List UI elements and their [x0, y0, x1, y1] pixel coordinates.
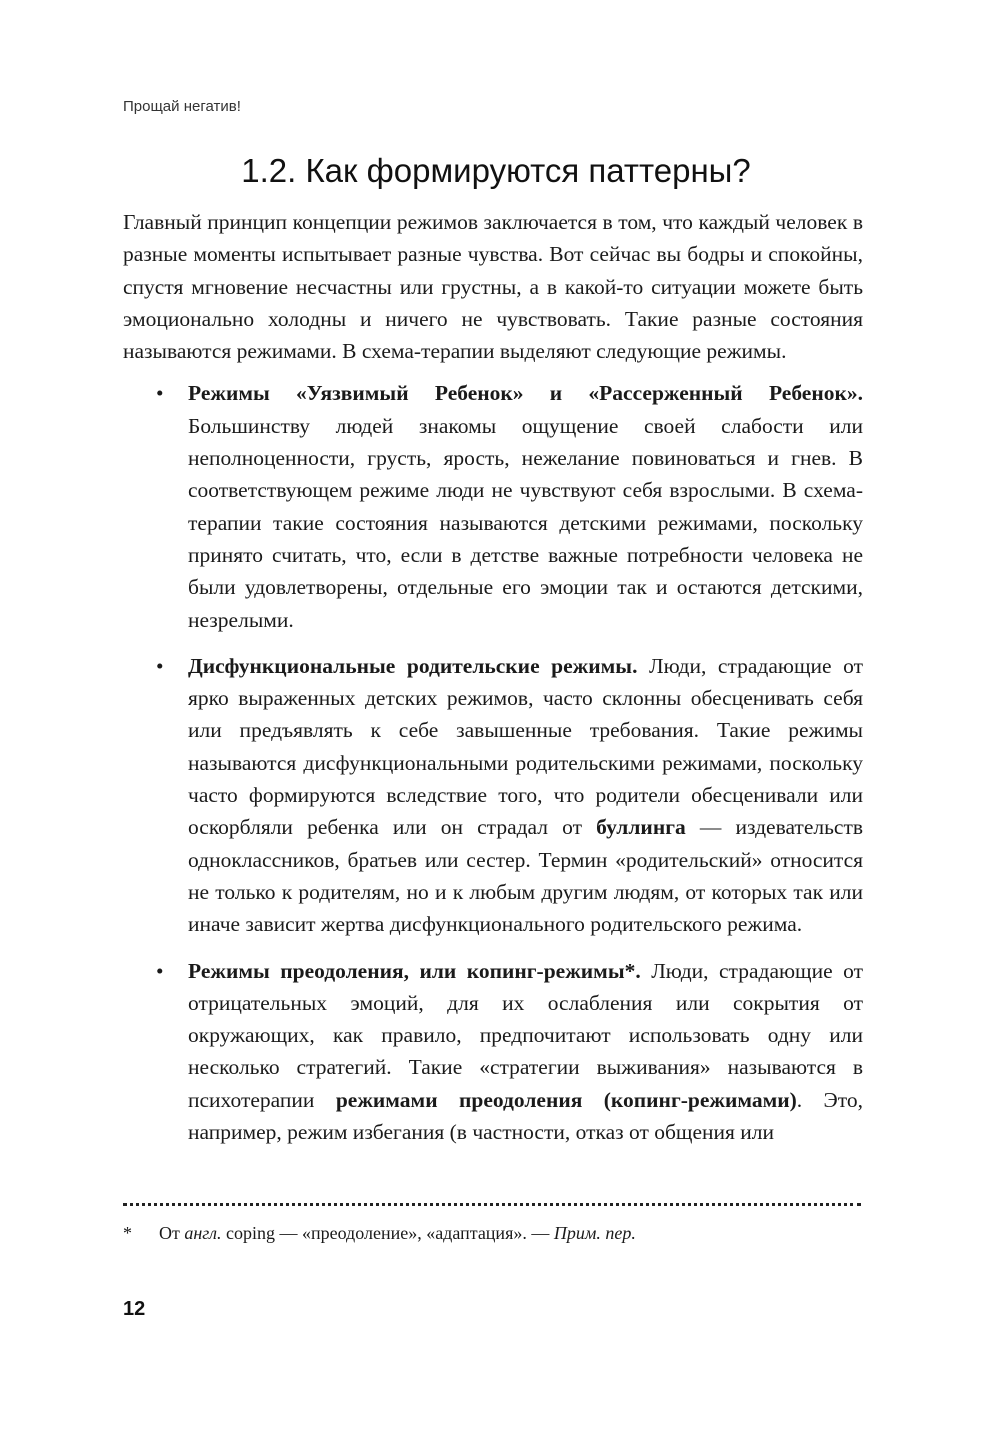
body-text — [123, 206, 863, 1162]
bullet-icon: • — [156, 381, 164, 406]
list-item — [123, 377, 863, 635]
bullet-icon: • — [156, 958, 164, 983]
item-term: режимами преодоления (копинг-режимами) — [335, 1087, 797, 1112]
footnote-divider — [123, 1203, 861, 1206]
modes-list — [123, 377, 863, 1148]
item-text: Большинству людей знакомы ощущение своей слабости или неполноценности, грусть, ярость, нежелание повиноваться и гнев. В соответствующем режиме люди не чувствуют себя взрослыми. В схема-терапии такие состояния называются детскими режимами, поскольку принято считать, что, если в детстве важные потребности человека не были удовлетворены, отдельные его эмоции так и остаются детскими, незрелыми. — [188, 413, 863, 632]
bullet-icon: • — [156, 653, 164, 678]
item-text-continued: — издевательств одноклассников, братьев или сестер. Термин «родительский» относится не только к родителям, но и к любым другим людям, от которых так или иначе зависит жертва дисфункционального родительского режима. — [188, 815, 863, 937]
footnote-translator-note: Прим. пер. — [553, 1223, 636, 1243]
item-text-continued: . Это, например, режим избегания (в частности, отказ от общения или — [188, 1087, 863, 1145]
item-text: Люди, страдающие от отрицательных эмоций, для их ослабления или сокрытия от окружающих, как правило, предпочитают использовать одну или несколько стратегий. Такие «стратегии выживания» называются в психотерапии — [188, 958, 863, 1112]
item-heading: Режимы «Уязвимый Ребенок» и «Рассерженный Ребенок». — [188, 381, 863, 406]
footnote-abbrev: англ. — [184, 1223, 222, 1243]
footnote — [123, 1223, 863, 1244]
footnote-mark: * — [123, 1223, 132, 1243]
page-number: 12 — [123, 1298, 146, 1320]
item-term: буллинга — [596, 815, 686, 840]
item-text: Люди, страдающие от ярко выраженных детских режимов, часто склонны обесценивать себя или предъявлять к себе завышенные требования. Такие режимы называются дисфункциональными родительскими режимами, поскольку часто формируются вследствие того, что родители обесценивали или оскорбляли ребенка или он страдал от — [188, 653, 863, 840]
footnote-text: coping — «преодоление», «адаптация». — — [221, 1223, 554, 1243]
item-heading: Дисфункциональные родительские режимы. — [188, 653, 638, 678]
footnote-prefix: От — [159, 1223, 185, 1243]
intro-paragraph: Главный принцип концепции режимов заключается в том, что каждый человек в разные моменты испытывает разные чувства. Вот сейчас вы бодры и спокойны, спустя мгновение несчастны или грустны, а в какой-то ситуации можете быть эмоционально холодны и ничего не чувствовать. Такие разные состояния называются режимами. В схема-терапии выделяют следующие режимы. — [123, 210, 863, 364]
list-item — [123, 955, 863, 1149]
running-head: Прощай негатив! — [123, 98, 241, 115]
section-title: 1.2. Как формируются паттерны? — [241, 152, 751, 189]
item-heading: Режимы преодоления, или копинг-режимы*. — [188, 958, 641, 983]
list-item — [123, 650, 863, 941]
